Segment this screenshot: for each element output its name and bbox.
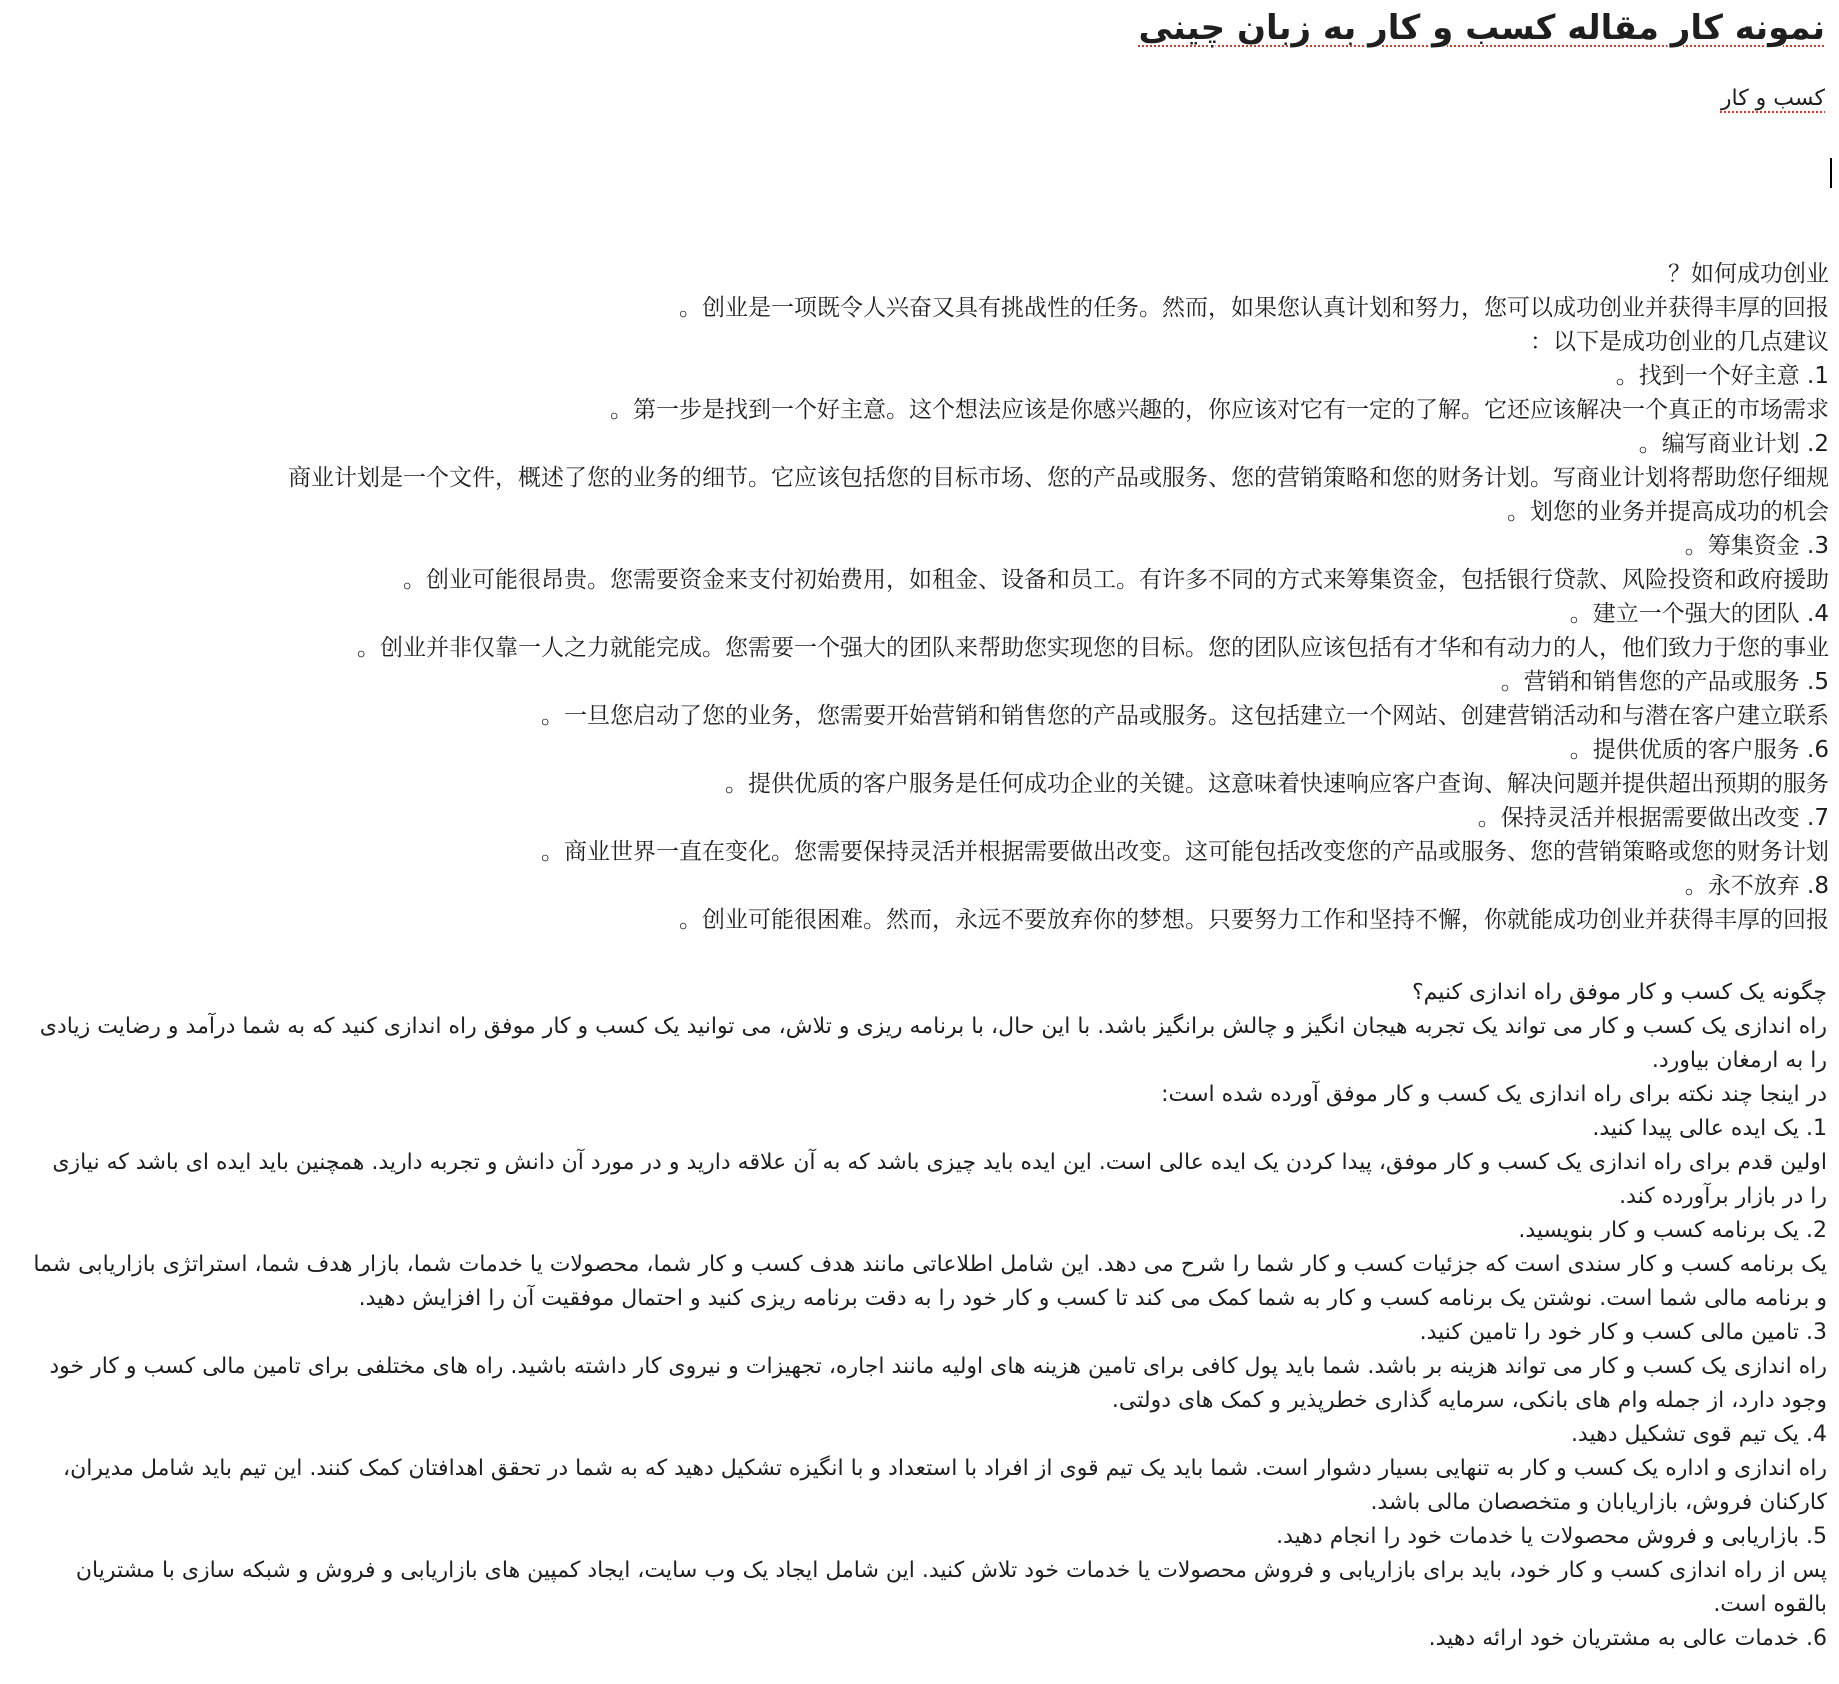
cn-tip-2-text-cont: 划您的业务并提高成功的机会。 — [1507, 499, 1829, 525]
fa-heading: چگونه یک کسب و کار موفق راه اندازی کنیم؟ — [1411, 980, 1827, 1005]
chinese-article[interactable] — [39, 257, 1829, 937]
fa-tip-1-title: 1. یک ایده عالی پیدا کنید. — [1592, 1116, 1827, 1141]
cn-tip-2-title: 2. 编写商业计划。 — [1638, 431, 1829, 457]
fa-tip-3-title: 3. تامین مالی کسب و کار خود را تامین کنید. — [1419, 1320, 1827, 1345]
cn-tip-5-title: 5. 营销和销售您的产品或服务。 — [1500, 669, 1829, 695]
cn-tip-7-text: 商业世界一直在变化。您需要保持灵活并根据需要做出改变。这可能包括改变您的产品或服务、您的营销策略或您的财务计划。 — [541, 839, 1829, 865]
fa-tip-4-title: 4. یک تیم قوی تشکیل دهید. — [1570, 1422, 1827, 1447]
fa-tip-5-title: 5. بازاریابی و فروش محصولات یا خدمات خود را انجام دهید. — [1276, 1524, 1827, 1549]
fa-tip-6-title: 6. خدمات عالی به مشتریان خود ارائه دهید. — [1428, 1626, 1827, 1651]
cn-tip-6-title: 6. 提供优质的客户服务。 — [1569, 737, 1829, 763]
text-cursor — [1830, 158, 1832, 188]
cn-tip-3-text: 创业可能很昂贵。您需要资金来支付初始费用，如租金、设备和员工。有许多不同的方式来筹集资金，包括银行贷款、风险投资和政府援助。 — [403, 567, 1829, 593]
persian-article[interactable] — [32, 976, 1827, 1656]
fa-tip-5-text: پس از راه اندازی کسب و کار خود، باید برای بازاریابی و فروش محصولات یا خدمات خود تلاش کنید. این شامل ایجاد یک وب سایت، ایجاد کمپین های بازاریابی و فروش و شبکه سازی با مشتریان بالقوه است. — [75, 1558, 1827, 1617]
fa-tip-1-text: اولین قدم برای راه اندازی یک کسب و کار موفق، پیدا کردن یک ایده عالی است. این ایده باید چیزی باشد که به آن علاقه دارید و در مورد آن دانش و تجربه دارید. همچنین باید ایده ای باشد که نیازی را در بازار برآورده کند. — [52, 1150, 1827, 1209]
document-title[interactable]: نمونه کار مقاله کسب و کار به زبان چینی — [1138, 8, 1825, 48]
fa-tip-4-text: راه اندازی و اداره یک کسب و کار به تنهایی بسیار دشوار است. شما باید یک تیم قوی از افراد با استعداد و با انگیزه تشکیل دهید که به شما در تحقق اهدافتان کمک کنند. این تیم باید شامل مدیران، کارکنان فروش، بازاریابان و متخصصان مالی باشد. — [63, 1456, 1827, 1515]
cn-tips-intro: 以下是成功创业的几点建议： — [1530, 329, 1829, 355]
cn-tip-3-title: 3. 筹集资金。 — [1684, 533, 1829, 559]
document-subtitle[interactable]: کسب و کار — [1720, 86, 1825, 111]
cn-tip-8-title: 8. 永不放弃。 — [1684, 873, 1829, 899]
cn-tip-4-title: 4. 建立一个强大的团队。 — [1569, 601, 1829, 627]
fa-tip-3-text: راه اندازی یک کسب و کار می تواند هزینه بر باشد. شما باید پول کافی برای تامین هزینه های اولیه مانند اجاره، تجهیزات و نیروی کار داشته باشید. راه های مختلفی برای تامین مالی کسب و کار خود وجود دارد، از جمله وام های بانکی، سرمایه گذاری خطرپذیر و کمک های دولتی. — [49, 1354, 1827, 1413]
fa-tip-2-title: 2. یک برنامه کسب و کار بنویسید. — [1518, 1218, 1827, 1243]
cn-tip-8-text: 创业可能很困难。然而，永远不要放弃你的梦想。只要努力工作和坚持不懈，你就能成功创业并获得丰厚的回报。 — [679, 907, 1829, 933]
cn-tip-4-text: 创业并非仅靠一人之力就能完成。您需要一个强大的团队来帮助您实现您的目标。您的团队应该包括有才华和有动力的人，他们致力于您的事业。 — [357, 635, 1829, 661]
fa-tip-2-text: یک برنامه کسب و کار سندی است که جزئیات کسب و کار شما را شرح می دهد. این شامل اطلاعاتی مانند هدف کسب و کار شما، محصولات یا خدمات شما، بازار هدف شما، استراتژی بازاریابی شما و برنامه مالی شما است. نوشتن یک برنامه کسب و کار به شما کمک می کند تا کسب و کار خود را به دقت برنامه ریزی کنید و احتمال موفقیت آن را افزایش دهید. — [33, 1252, 1827, 1311]
cn-tip-1-text: 第一步是找到一个好主意。这个想法应该是你感兴趣的，你应该对它有一定的了解。它还应该解决一个真正的市场需求。 — [610, 397, 1829, 423]
cn-intro: 创业是一项既令人兴奋又具有挑战性的任务。然而，如果您认真计划和努力，您可以成功创业并获得丰厚的回报。 — [679, 295, 1829, 321]
cn-tip-5-text: 一旦您启动了您的业务，您需要开始营销和销售您的产品或服务。这包括建立一个网站、创建营销活动和与潜在客户建立联系。 — [541, 703, 1829, 729]
fa-tips-intro: در اینجا چند نکته برای راه اندازی یک کسب و کار موفق آورده شده است: — [1161, 1082, 1827, 1107]
cn-tip-2-text: 商业计划是一个文件，概述了您的业务的细节。它应该包括您的目标市场、您的产品或服务、您的营销策略和您的财务计划。写商业计划将帮助您仔细规 — [288, 465, 1829, 491]
cn-tip-7-title: 7. 保持灵活并根据需要做出改变。 — [1477, 805, 1829, 831]
fa-intro: راه اندازی یک کسب و کار می تواند یک تجربه هیجان انگیز و چالش برانگیز باشد. با این حال، با برنامه ریزی و تلاش، می توانید یک کسب و کار موفق راه اندازی کنید که به شما درآمد و رضایت زیادی را به ارمغان بیاورد. — [39, 1014, 1827, 1073]
cn-tip-6-text: 提供优质的客户服务是任何成功企业的关键。这意味着快速响应客户查询、解决问题并提供超出预期的服务。 — [725, 771, 1829, 797]
cn-heading: 如何成功创业？ — [1668, 261, 1829, 287]
cn-tip-1-title: 1. 找到一个好主意。 — [1615, 363, 1829, 389]
